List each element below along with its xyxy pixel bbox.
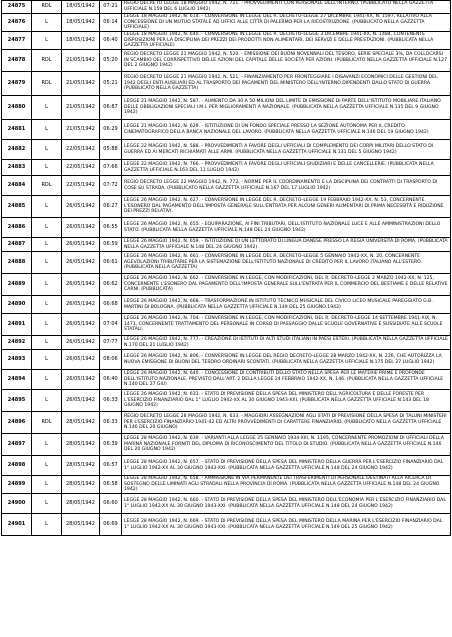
act-reference: 07:72 xyxy=(100,176,122,196)
act-date: 26/05/1942 xyxy=(62,350,100,370)
table-row xyxy=(2,196,451,218)
entry-number: 24884 xyxy=(2,176,32,196)
table-row xyxy=(2,252,451,274)
act-description: LEGGE 28 MAGGIO 1942, N. 657. - STATO DI PREVISIONE DELLA SPESA DEL MINISTERO DELLA GUERRA PER L'ESERCIZIO FINANZIARIO DAL 1° LUGLIO 1942-XX AL 30 GIUGNO 1943-XXI. (PUBBLICATA NELLA GAZZETTA UFFICIALE N.148 DEL 24 GIUGNO 1942) xyxy=(122,456,451,476)
act-description: LEGGE 22 MAGGIO 1942, N. 588. - PROVVEDIMENTI A FAVORE DEGLI UFFICIALI DI COMPLEMENTO DEI CORPI MILITARI DELLO STATO DI GUERRA ED AI MERCATI RICHIAMATI ALLE ARMI. (PUBBLICATA NELLA GAZZETTA UFFICIALE N.131 DEL 5 GIUGNO 1942) xyxy=(122,140,451,160)
act-description: LEGGE 26 MAGGIO 1942, N. 627. - CONVERSIONE IN LEGGE DEL R. DECRETO-LEGGE 19 FEBBRAIO 1942-XX, N. 53, CONCERNENTE L'ESONERO DAL PAGAMENTO DELL'IMPOSTA GENERALE SULL'ENTRATA PER ALCUNI GENERI ALIMENTARI DI PRIMA NECESSITÀ E RIDUZIONE DEI PREZZI RELATIVI. xyxy=(122,196,451,218)
act-description: LEGGE 22 MAGGIO 1942, N. 766. - PROVVEDIMENTI A FAVORE DEGLI UFFICIALI GIUDIZIARI E DELLE CANCELLERIE. (PUBBLICATA NELLA GAZZETTA UFFICIALE N.163 DEL 11 LUGLIO 1942) xyxy=(122,160,451,176)
act-date: 28/05/1942 xyxy=(62,434,100,456)
act-type: L xyxy=(32,456,62,476)
act-type: L xyxy=(32,238,62,252)
entry-number: 24889 xyxy=(2,274,32,296)
act-description: LEGGE 26 MAGGIO 1942, N. 662. - CONVERSIONE IN LEGGE, CON MODIFICAZIONI, DEL R. DECRETO-LEGGE 2 MARZO 1942-XX, N. 125, CONCERNENTE L'ESONERO DAL PAGAMENTO DELL'IMPOSTA GENERALE SULL'ENTRATA PER IL COMMERCIO DEL BESTIAME E DELLE RELATIVE CARNI. (PUBBLICATA) xyxy=(122,274,451,296)
table-row xyxy=(2,50,451,72)
table-row xyxy=(2,160,451,176)
act-type: L xyxy=(32,296,62,314)
entry-number: 24891 xyxy=(2,314,32,336)
entry-number: 24897 xyxy=(2,434,32,456)
act-date: 21/05/1942 xyxy=(62,96,100,120)
act-reference: 05:20 xyxy=(100,50,122,72)
act-type: L xyxy=(32,476,62,494)
act-type: L xyxy=(32,370,62,390)
act-reference: 06:57 xyxy=(100,456,122,476)
act-date: 26/05/1942 xyxy=(62,196,100,218)
act-type: RDL xyxy=(32,176,62,196)
act-type: RDL xyxy=(32,72,62,96)
table-row xyxy=(2,32,451,50)
act-description: REGIO DECRETO LEGGE 18 MAGGIO 1942, N. 721. - PROVVEDIMENTI CON PERSONALE DELL'INTERNO. (PUBBLICATO NELLA GAZZETTA UFFICIALE N.159 DEL 6 LUGLIO 1942) xyxy=(122,1,451,14)
act-description: LEGGE 18 MAGGIO 1942, N. 614. - CONVERSIONE IN LEGGE DEL R. DECRETO-LEGGE 27 DICEMBRE 1941-XX, N. 1597, RELATIVO ALLA CONCESSIONE DI UN MUTUO STATALE AD UFFICI ALLE CITTÀ DI PALERMO PER LA RICOSTRUZIONE. (PUBBLICATO NELLA GAZZETTA UFFICIALE) xyxy=(122,14,451,32)
act-date: 21/05/1942 xyxy=(62,50,100,72)
act-description: LEGGE 21 MAGGIO 1942, N. 629. - ISTITUZIONE DI UN FONDO SPECIALE PRESSO LA SEZIONE AUTONOMA PER IL CREDITO CINEMATOGRAFICO DELLA BANCA NAZIONALE DEL LAVORO. (PUBBLICATA NELLA GAZZETTA UFFICIALE N.146 DEL 19 GIUGNO 1942) xyxy=(122,120,451,140)
act-type: L xyxy=(32,514,62,536)
table-row xyxy=(2,14,451,32)
act-description: LEGGE 26 MAGGIO 1942, N. 668. - TRASFORMAZIONE IN ISTITUTO TECNICO MUSICALE DEL CIVICO LICEO MUSICALE PAREGGIATO G.B. MARTINI DI BOLOGNA. (PUBBLICATA NELLA GAZZETTA UFFICIALE N.149 DEL 25 GIUGNO 1942) xyxy=(122,296,451,314)
act-date: 22/05/1942 xyxy=(62,160,100,176)
act-date: 28/05/1942 xyxy=(62,514,100,536)
law-register-body xyxy=(2,1,451,536)
act-description: LEGGE 26 MAGGIO 1942, N. 633. - STATO DI PREVISIONE DELLA SPESA DEL MINISTERO DELL'AGRICOLTURA E DELLE FORESTE PER L'ESERCIZIO FINANZIARIO DAL 1° LUGLIO 1942-XX AL 30 GIUGNO 1943-XXI. (PUBBLICATA NELLA GAZZETTA UFFICIALE N.143 DEL 18 GIUGNO 1942) xyxy=(122,390,451,412)
act-description: LEGGE 26 MAGGIO 1942, N. 655. - EQUIPARAZIONE, AI FINI TRIBUTARI, DELL'ISTITUTO NAZIONALE LUCE E ALLE AMMINISTRAZIONI DELLO STATO. (PUBBLICATA NELLA GAZZETTA UFFICIALE N.148 DEL 24 GIUGNO 1942) xyxy=(122,218,451,238)
act-type: RDL xyxy=(32,50,62,72)
table-row xyxy=(2,434,451,456)
act-date: 26/05/1942 xyxy=(62,336,100,350)
act-date: 18/05/1942 xyxy=(62,1,100,14)
entry-number: 24894 xyxy=(2,370,32,390)
entry-number: 24883 xyxy=(2,160,32,176)
entry-number: 24898 xyxy=(2,456,32,476)
act-reference: 06:40 xyxy=(100,370,122,390)
act-description: LEGGE 28 MAGGIO 1942, N. 639. - VARIANTI ALLA LEGGE 25 GENNAIO 1934-XIII, N. 1195, CONCERNENTE PROMOZIONI DI UFFICIALI DELLA MARINA NAZIONALE FORNITI DEL DIPLOMA DI RICONOSCIMENTO DEL TITOLO DI STUDIO. (PUBBLICATA NELLA GAZZETTA UFFICIALE N.146 DEL 20 GIUGNO 1942) xyxy=(122,434,451,456)
act-description: REGIO DECRETO LEGGE 22 MAGGIO 1942, N. 772. - NORME PER IL COORDINAMENTO E LA DISCIPLINA DEI CONTRATTI DI TRASPORTO DI COSE SU STRADA. (PUBBLICATO NELLA GAZZETTA UFFICIALE N.167 DEL 17 LUGLIO 1942) xyxy=(122,176,451,196)
act-description: REGIO DECRETO LEGGE 21 MAGGIO 1942, N. 521. - FINANZIAMENTO PER FRONTEGGIARE I DISAVANZI ECONOMICI DELLE GESTIONI DEL 1942 DEGLI ENTI AUSILIARI ED AL TRASPORTO DEI PAGAMENTI DEL MINISTERO DELL'INTERNO DIPENDENTI DALLO STATO DI GUERRA. (PUBBLICATO NELLA GAZZETTA) xyxy=(122,72,451,96)
act-reference: 07:77 xyxy=(100,336,122,350)
act-type: L xyxy=(32,120,62,140)
act-type: L xyxy=(32,494,62,514)
act-type: RDL xyxy=(32,1,62,14)
act-description: LEGGE 28 MAGGIO 1942, N. 669. - STATO DI PREVISIONE DELLA SPESA DEL MINISTERO DELLA MARINA PER L'ESERCIZIO FINANZIARIO DAL 1° LUGLIO 1942-XX AL 30 GIUGNO 1943-XXI. (PUBBLICATA NELLA GAZZETTA UFFICIALE N.149 DEL 25 GIUGNO 1942) xyxy=(122,514,451,536)
act-date: 28/05/1942 xyxy=(62,456,100,476)
act-reference: 05:88 xyxy=(100,140,122,160)
act-date: 22/05/1942 xyxy=(62,176,100,196)
act-reference: 06:61 xyxy=(100,252,122,274)
act-date: 26/05/1942 xyxy=(62,274,100,296)
act-description: LEGGE 26 MAGGIO 1942, N. 704. - CONVERSIONE IN LEGGE, CON MODIFICAZIONI, DEL R. DECRETO-LEGGE 14 SETTEMBRE 1941-XIX, N. 1471, CONCERNENTE TRATTAMENTO DEL PERSONALE IN CORSO DI PASSAGGIO DALLE SCUOLE GOVERNATIVE E SUSSIDIATE ALLE SCUOLE STATALI. xyxy=(122,314,451,336)
act-date: 26/05/1942 xyxy=(62,390,100,412)
act-type: L xyxy=(32,314,62,336)
table-row xyxy=(2,390,451,412)
entry-number: 24890 xyxy=(2,296,32,314)
act-reference: 06:59 xyxy=(100,238,122,252)
act-description: LEGGE 26 MAGGIO 1942, N. 777. - CREAZIONE DI ISTITUTI DI ALTI STUDI ITALIANI IN PAESI ESTERI. (PUBBLICATA NELLA GAZZETTA UFFICIALE N.170 DEL 21 LUGLIO 1942) xyxy=(122,336,451,350)
act-type: L xyxy=(32,350,62,370)
act-date: 26/05/1942 xyxy=(62,252,100,274)
entry-number: 24881 xyxy=(2,120,32,140)
act-date: 28/05/1942 xyxy=(62,476,100,494)
act-date: 26/05/1942 xyxy=(62,296,100,314)
act-date: 26/05/1942 xyxy=(62,314,100,336)
table-row xyxy=(2,412,451,434)
entry-number: 24875 xyxy=(2,1,32,14)
entry-number: 24887 xyxy=(2,238,32,252)
act-type: L xyxy=(32,32,62,50)
entry-number: 24895 xyxy=(2,390,32,412)
act-reference: 06:27 xyxy=(100,196,122,218)
act-reference: 06:40 xyxy=(100,32,122,50)
entry-number: 24896 xyxy=(2,412,32,434)
table-row xyxy=(2,350,451,370)
entry-number: 24901 xyxy=(2,514,32,536)
entry-number: 24885 xyxy=(2,196,32,218)
entry-number: 24892 xyxy=(2,336,32,350)
act-description: LEGGE 26 MAGGIO 1942, N. 640. - CONCESSIONE DI CONTRIBUTI DELLO STATO NELLA SPESA PER LE MATERIE PRIME E PROFONDE DELL'ISTITUTO NAZIONALE. PREVISTO DALL'ART. 2 DELLA LEGGE 24 FEBBRAIO 1942-XX, N. 146. (PUBBLICATA NELLA GAZZETTA UFFICIALE N.140 DEL 27 GIU) xyxy=(122,370,451,390)
act-date: 26/05/1942 xyxy=(62,218,100,238)
act-date: 28/05/1942 xyxy=(62,494,100,514)
act-reference: 06:29 xyxy=(100,120,122,140)
act-type: L xyxy=(32,390,62,412)
act-type: L xyxy=(32,434,62,456)
table-row xyxy=(2,120,451,140)
table-row xyxy=(2,370,451,390)
act-reference: 06:14 xyxy=(100,14,122,32)
table-row xyxy=(2,314,451,336)
act-description: REGIO DECRETO LEGGE 28 MAGGIO 1942, N. 633. - MAGGIORI ASSEGNAZIONI AGLI STATI DI PREVISIONE DELLA SPESA DI TALUNI MINISTERI PER L'ESERCIZIO FINANZIARIO 1941-42 ED ALTRI PROVVEDIMENTI DI CARATTERE FINANZIARIO. (PUBBLICATO NELLA GAZZETTA UFFICIALE N.146 DEL 20 GIUGNO) xyxy=(122,412,451,434)
act-reference: 05:21 xyxy=(100,72,122,96)
entry-number: 24893 xyxy=(2,350,32,370)
act-reference: 06:62 xyxy=(100,274,122,296)
act-date: 21/05/1942 xyxy=(62,120,100,140)
table-row xyxy=(2,514,451,536)
act-description: REGIO DECRETO LEGGE 21 MAGGIO 1942, N. 520. - EMISSIONE DEI BUONI NOVENNALI DEL TESORO, SERIE SPECIALE 3%, DA COLLOCARSI IN SCAMBIO DEL CORRISPETTIVO DELLE AZIONI DEL CAPITALE DELLE SOCIETÀ PER AZIONI. (PUBBLICATO NELLA GAZZETTA UFFICIALE N.127 DEL 2 GIUGNO 1942) xyxy=(122,50,451,72)
entry-number: 24888 xyxy=(2,252,32,274)
act-date: 28/05/1942 xyxy=(62,412,100,434)
act-description: LEGGE 21 MAGGIO 1942, N. 587. - AUMENTO DA 30 A 50 MILIONI DEL LIMITE DI EMISSIONE DI PARTE DELL'ISTITUTO MOBILIARE ITALIANO DELLE OBBLIGAZIONI SPECIALI I.M.I. PER MIGLIORAMENTI A NAZIONALE. (PUBBLICATA NELLA GAZZETTA UFFICIALE N.135 DEL 9 GIUGNO 1942) xyxy=(122,96,451,120)
act-type: L xyxy=(32,252,62,274)
table-row xyxy=(2,456,451,476)
table-row xyxy=(2,336,451,350)
act-type: L xyxy=(32,196,62,218)
entry-number: 24877 xyxy=(2,32,32,50)
act-date: 21/05/1942 xyxy=(62,72,100,96)
table-row xyxy=(2,274,451,296)
act-reference: 06:33 xyxy=(100,412,122,434)
entry-number: 24900 xyxy=(2,494,32,514)
act-type: L xyxy=(32,218,62,238)
table-row xyxy=(2,72,451,96)
act-reference: 06:55 xyxy=(100,218,122,238)
table-row xyxy=(2,176,451,196)
act-description: LEGGE 28 MAGGIO 1942, N. 660. - STATO DI PREVISIONE DELLA SPESA DEL MINISTERO DELL'ECONOMIA PER L'ESERCIZIO FINANZIARIO DAL 1° LUGLIO 1942-XX AL 30 GIUGNO 1943-XXI. (PUBBLICATA NELLA GAZZETTA UFFICIALE N.148 DEL 24 GIUGNO 1942) xyxy=(122,494,451,514)
act-reference: 06:39 xyxy=(100,434,122,456)
act-reference: 06:68 xyxy=(100,296,122,314)
act-date: 18/05/1942 xyxy=(62,32,100,50)
act-description: LEGGE 26 MAGGIO 1942, N. 659. - ISTITUZIONE DI UN LETTORATO DI LINGUA DANESE PRESSO LA REGIA UNIVERSITÀ DI ROMA. (PUBBLICATA NELLA GAZZETTA UFFICIALE N.148 DEL 24 GIUGNO 1942) xyxy=(122,238,451,252)
act-reference: 06:33 xyxy=(100,390,122,412)
act-type: L xyxy=(32,274,62,296)
act-reference: 06:69 xyxy=(100,514,122,536)
table-row xyxy=(2,494,451,514)
act-reference: 07:66 xyxy=(100,160,122,176)
act-date: 22/05/1942 xyxy=(62,140,100,160)
table-row xyxy=(2,1,451,14)
entry-number: 24882 xyxy=(2,140,32,160)
table-row xyxy=(2,238,451,252)
act-date: 26/05/1942 xyxy=(62,370,100,390)
act-description: LEGGE 26 MAGGIO 1942, N. 806. - CONVERSIONE IN LEGGE DEL REGIO DECRETO-LEGGE 28 MARZO 1942-XX, N. 226, CHE AUTORIZZA LA NUOVA EMISSIONE DI BUONI DEL TESORO ORDINARI SCONTATI. (PUBBLICATA NELLA GAZZETTA UFFICIALE N.175 DEL 27 LUGLIO 1942) xyxy=(122,350,451,370)
table-row xyxy=(2,296,451,314)
entry-number: 24899 xyxy=(2,476,32,494)
act-type: RDL xyxy=(32,412,62,434)
act-date: 26/05/1942 xyxy=(62,238,100,252)
law-register-table xyxy=(1,0,451,536)
act-type: L xyxy=(32,336,62,350)
table-row xyxy=(2,96,451,120)
act-type: L xyxy=(32,96,62,120)
act-description: LEGGE 18 MAGGIO 1942, N. 640. - CONVERSIONE IN LEGGE DEL R. DECRETO-LEGGE 3 DICEMBRE 1941-XX, N. 1484, CONTENENTE DISPOSIZIONI PER LA DISCIPLINA DEI PREZZI DEI PRODOTTI NON ALIMENTARI, DEI SERVIZI E DELLE PRESTAZIONI. (PUBBLICATA NELLA GAZZETTA UFFICIALE) xyxy=(122,32,451,50)
act-reference: 07:21 xyxy=(100,1,122,14)
table-row xyxy=(2,140,451,160)
act-description: LEGGE 26 MAGGIO 1942, N. 661. - CONVERSIONE IN LEGGE DEL R. DECRETO-LEGGE 5 GENNAIO 1942-XX, N. 20, CONCERNENTE AGEVOLAZIONI TRIBUTARIE PER LA SISTEMAZIONE DELL'ISTITUTO NAZIONALE DI CREDITO PER IL LAVORO ITALIANO ALL'ESTERO. (PUBBLICATA NELLA GAZZETTA) xyxy=(122,252,451,274)
entry-number: 24878 xyxy=(2,50,32,72)
act-reference: 07:04 xyxy=(100,314,122,336)
table-row xyxy=(2,218,451,238)
act-reference: 08:06 xyxy=(100,350,122,370)
act-reference: 06:87 xyxy=(100,96,122,120)
entry-number: 24880 xyxy=(2,96,32,120)
entry-number: 24879 xyxy=(2,72,32,96)
act-description: LEGGE 28 MAGGIO 1942, N. 658. - AMMISSIONE IN VIA PERMANENTE DEI TRASFERIMENTI DI PERSONALE DESTINATI ALLA RICERCA DI SOSTEGNO DELLE LIMINATI AGLI STRADALI NELLA PROVINCIA DI ROMA. (PUBBLICATA NELLA GAZZETTA UFFICIALE N.148 DEL 24 GIUGNO 1942) xyxy=(122,476,451,494)
act-type: L xyxy=(32,14,62,32)
act-reference: 06:58 xyxy=(100,476,122,494)
act-type: L xyxy=(32,160,62,176)
act-type: L xyxy=(32,140,62,160)
act-reference: 06:60 xyxy=(100,494,122,514)
entry-number: 24876 xyxy=(2,14,32,32)
table-row xyxy=(2,476,451,494)
act-date: 18/05/1942 xyxy=(62,14,100,32)
entry-number: 24886 xyxy=(2,218,32,238)
